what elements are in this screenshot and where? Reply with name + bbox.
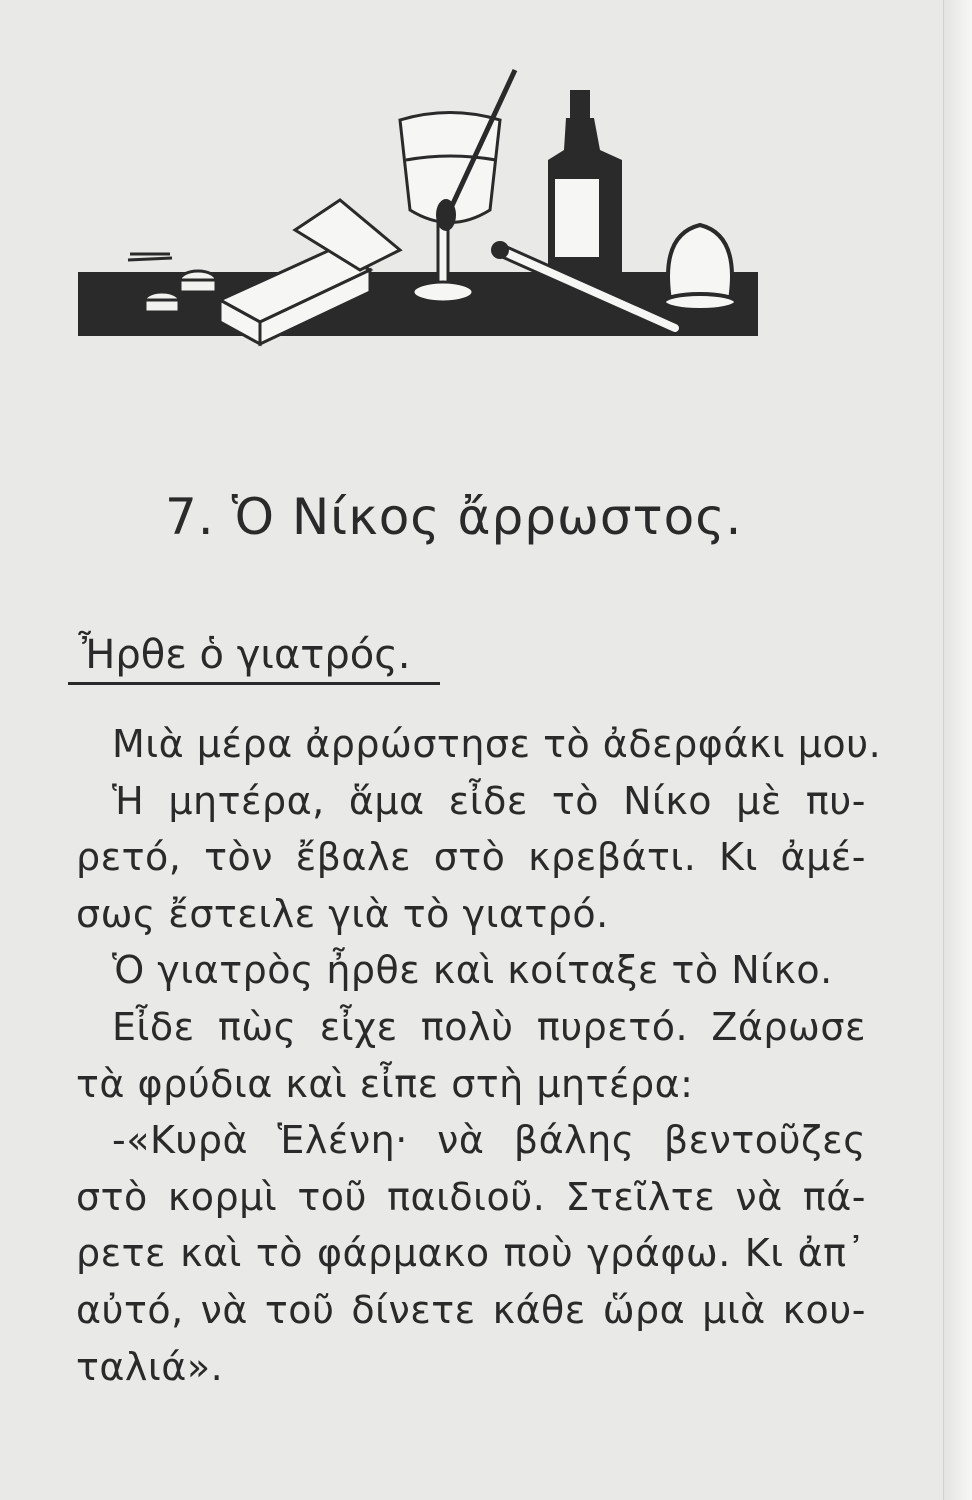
story-text bbox=[76, 716, 882, 1395]
text-line: στὸ κορμὶ τοῦ παιδιοῦ. Στεῖλτε νὰ πά- bbox=[76, 1174, 866, 1219]
chapter-title: 7. Ὁ Νίκος ἄρρωστος. bbox=[165, 488, 743, 546]
text-line: Ὁ γιατρὸς ἦρθε καὶ κοίταξε τὸ Νίκο. bbox=[112, 948, 833, 993]
page-edge bbox=[943, 0, 972, 1500]
cupping-glass-icon bbox=[664, 225, 736, 310]
text-line: Μιὰ μέρα ἀρρώστησε τὸ ἀδερφάκι μου. bbox=[112, 722, 882, 766]
text-line: ταλιά». bbox=[76, 1344, 224, 1389]
text-line: Εἶδε πὼς εἶχε πολὺ πυρετό. Ζάρωσε bbox=[112, 1004, 866, 1049]
text-line: -«Κυρὰ Ἑλένη· νὰ βάλης βεντοῦζες bbox=[112, 1118, 866, 1163]
section-heading: Ἦρθε ὁ γιατρός. bbox=[78, 632, 411, 678]
text-line: Ἡ μητέρα, ἅμα εἶδε τὸ Νίκο μὲ πυ- bbox=[112, 778, 866, 823]
text-line: ρετε καὶ τὸ φάρμακο ποὺ γράφω. Κι ἀπ᾽ bbox=[76, 1231, 866, 1276]
text-line: αὐτό, νὰ τοῦ δίνετε κάθε ὥρα μιὰ κου- bbox=[76, 1287, 866, 1332]
medicine-table-illustration bbox=[70, 60, 810, 380]
glass-with-spoon-icon bbox=[400, 70, 515, 302]
medicine-bottle-icon bbox=[548, 90, 622, 275]
text-line: σως ἔστειλε γιὰ τὸ γιατρό. bbox=[76, 891, 609, 936]
text-line: ρετό, τὸν ἔβαλε στὸ κρεβάτι. Κι ἀμέ- bbox=[76, 835, 866, 880]
text-line: τὰ φρύδια καὶ εἶπε στὴ μητέρα: bbox=[76, 1061, 694, 1106]
heading-underline bbox=[68, 682, 440, 685]
